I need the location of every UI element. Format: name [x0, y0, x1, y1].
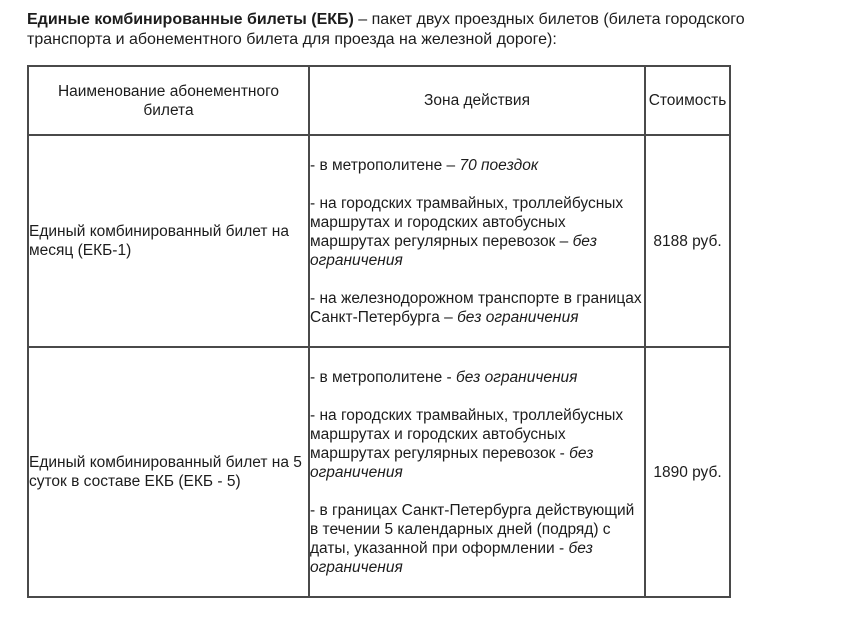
zone-item-text: - в метрополитене - [310, 368, 456, 386]
header-price: Стоимость [645, 66, 730, 135]
zone-item-text: - в метрополитене – [310, 156, 460, 174]
ticket-zone [309, 347, 645, 597]
ticket-name: Единый комбинированный билет на месяц (ЕКБ-1) [28, 135, 309, 347]
zone-item [310, 368, 644, 387]
zone-item-text: - на городских трамвайных, троллейбусных маршрутах и городских автобусных маршрутах регулярных перевозок – [310, 194, 624, 250]
ticket-price: 8188 руб. [645, 135, 730, 347]
zone-item [310, 406, 644, 482]
zone-item-note: 70 поездок [459, 156, 539, 174]
zone-item [310, 289, 644, 327]
zone-item-note: без ограничения [456, 368, 578, 386]
ticket-name: Единый комбинированный билет на 5 суток в составе ЕКБ (ЕКБ - 5) [28, 347, 309, 597]
zone-item [310, 501, 644, 577]
table-header-row [28, 66, 730, 135]
zone-item-note: без ограничения [310, 232, 597, 269]
zone-item [310, 156, 644, 175]
ticket-price: 1890 руб. [645, 347, 730, 597]
zone-item-text: - на городских трамвайных, троллейбусных маршрутах и городских автобусных маршрутах регулярных перевозок - [310, 406, 624, 462]
zone-item-note: без ограничения [310, 444, 594, 481]
zone-item-note: без ограничения [457, 308, 579, 326]
ticket-zone [309, 135, 645, 347]
zone-item-text: - на железнодорожном транспорте в границах Санкт-Петербурга – [310, 289, 642, 326]
intro-paragraph [27, 10, 827, 50]
tickets-table [27, 65, 731, 598]
intro-bold-term: Единые комбинированные билеты (ЕКБ) [27, 11, 354, 28]
zone-item-note: без ограничения [310, 539, 593, 576]
header-name: Наименование абонементного билета [28, 66, 309, 135]
zone-item [310, 194, 644, 270]
table-row [28, 347, 730, 597]
table-row [28, 135, 730, 347]
zone-item-text: - в границах Санкт-Петербурга действующий в течении 5 календарных дней (подряд) с даты, указанной при оформлении - [310, 501, 635, 557]
intro-text: – пакет двух проездных билетов (билета городского транспорта и абонементного билета для проезда на железной дороге): [27, 11, 745, 48]
header-zone: Зона действия [309, 66, 645, 135]
